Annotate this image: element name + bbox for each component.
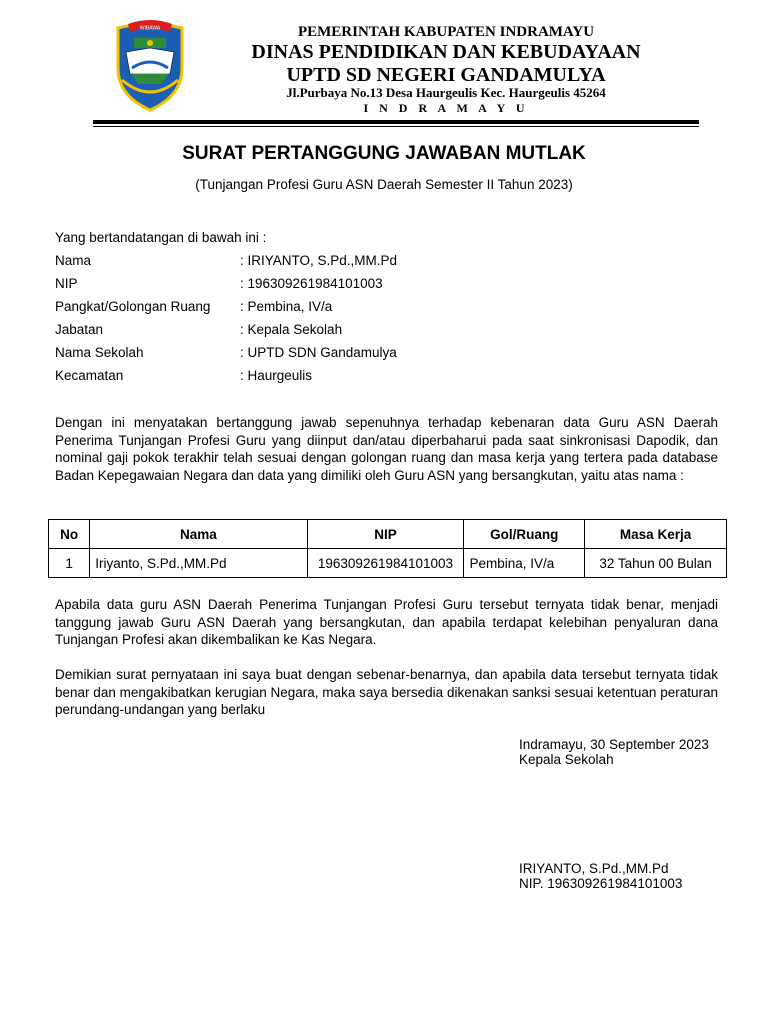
statement-paragraph: Dengan ini menyatakan bertanggung jawab sepenuhnya terhadap kebenaran data Guru ASN Daerah Penerima Tunjangan Profesi Guru yang diinput dan/atau diperbaharui pada saat sinkronisasi Dapodik, dan nominal gaji pokok terakhir telah sesuai dengan golongan ruang dan masa kerja yang tertera pada database Badan Kepegawaian Negara dan data yang dimiliki oleh Guru ASN yang bersangkutan, yaitu atas nama : — [55, 415, 718, 483]
identity-value-district: : Haurgeulis — [240, 368, 313, 383]
document-title: SURAT PERTANGGUNG JAWABAN MUTLAK — [182, 143, 586, 164]
identity-value-position: : Kepala Sekolah — [240, 322, 343, 337]
table-header-nip: NIP — [307, 520, 464, 549]
identity-label-position: Jabatan — [55, 322, 104, 337]
letterhead-divider-thin — [93, 126, 699, 127]
signature-nip: NIP. 196309261984101003 — [519, 876, 683, 891]
indramayu-regency-crest-icon — [112, 18, 188, 112]
liability-paragraph: Apabila data guru ASN Daerah Penerima Tunjangan Profesi Guru tersebut ternyata tidak benar, menjadi tanggung jawab Guru ASN Daerah yang bersangkutan, dan apabila terdapat kelebihan penyaluran dana Tunjangan Profesi akan dikembalikan ke Kas Negara. — [55, 597, 718, 647]
identity-label-rank: Pangkat/Golongan Ruang — [55, 299, 211, 314]
table-cell-no: 1 — [49, 549, 90, 578]
letterhead-government: PEMERINTAH KABUPATEN INDRAMAYU — [297, 24, 595, 40]
table-cell-service: 32 Tahun 00 Bulan — [585, 549, 727, 578]
identity-label-district: Kecamatan — [55, 368, 124, 383]
table-header-name: Nama — [90, 520, 307, 549]
document-subtitle: (Tunjangan Profesi Guru ASN Daerah Semester II Tahun 2023) — [195, 177, 573, 192]
identity-value-rank: : Pembina, IV/a — [240, 299, 333, 314]
svg-text:WIBAWA: WIBAWA — [139, 25, 161, 32]
letterhead-divider-thick — [93, 120, 699, 124]
letterhead-address: Jl.Purbaya No.13 Desa Haurgeulis Kec. Haurgeulis 45264 — [286, 85, 606, 100]
table-cell-nip: 196309261984101003 — [307, 549, 464, 578]
teacher-data-table — [48, 519, 727, 578]
closing-paragraph: Demikian surat pernyataan ini saya buat dengan sebenar-benarnya, dan apabila data tersebut ternyata tidak benar dan mengakibatkan kerugian Negara, maka saya bersedia dikenakan sanksi sesuai ketentuan peraturan perundang-undangan yang berlaku — [55, 667, 718, 717]
letterhead-city: I N D R A M A Y U — [363, 101, 529, 115]
table-header-service: Masa Kerja — [585, 520, 727, 549]
signature-position: Kepala Sekolah — [519, 752, 614, 767]
letterhead-agency: DINAS PENDIDIKAN DAN KEBUDAYAAN — [251, 41, 641, 63]
identity-label-school: Nama Sekolah — [55, 345, 144, 360]
signature-place-date: Indramayu, 30 September 2023 — [519, 737, 709, 752]
letterhead-school: UPTD SD NEGERI GANDAMULYA — [286, 64, 606, 86]
table-header-row — [49, 520, 727, 549]
signature-name: IRIYANTO, S.Pd.,MM.Pd — [519, 861, 669, 876]
identity-label-nip: NIP — [55, 276, 78, 291]
identity-value-nip: : 196309261984101003 — [240, 276, 383, 291]
table-cell-rank: Pembina, IV/a — [464, 549, 585, 578]
intro-text: Yang bertandatangan di bawah ini : — [55, 230, 267, 245]
identity-value-school: : UPTD SDN Gandamulya — [240, 345, 397, 360]
table-header-no: No — [49, 520, 90, 549]
table-row — [49, 549, 727, 578]
table-cell-name: Iriyanto, S.Pd.,MM.Pd — [90, 549, 307, 578]
table-header-rank: Gol/Ruang — [464, 520, 585, 549]
identity-value-name: : IRIYANTO, S.Pd.,MM.Pd — [240, 253, 398, 268]
identity-label-name: Nama — [55, 253, 92, 268]
